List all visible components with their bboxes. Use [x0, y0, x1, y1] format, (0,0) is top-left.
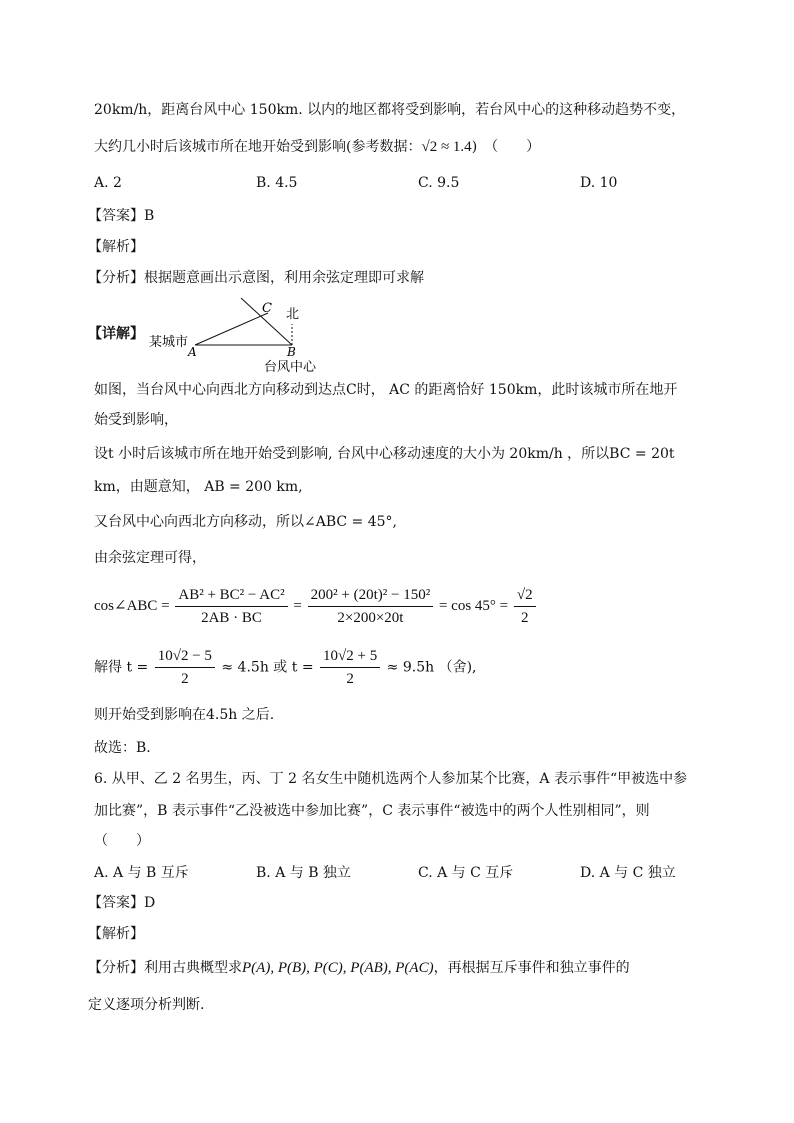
sol-post: ≈ 9.5h （舍),: [386, 659, 477, 676]
q5-reference-data: √2 ≈ 1.4: [421, 139, 472, 155]
q6-analysis-summary: [88, 958, 630, 978]
q5-option-c: C. 9.5: [418, 175, 460, 191]
q6-option-c: C. A 与 C 互斥: [418, 865, 514, 881]
eq-equals-2: = cos 45° =: [438, 597, 509, 614]
sol-mid: ≈ 4.5h 或 t =: [221, 659, 314, 676]
q6-stem-line-1: 6. 从甲、乙 2 名男生，丙、丁 2 名女生中随机选两个人参加某个比赛，A 表示事件“甲被选中参: [94, 771, 688, 787]
label-c: C: [262, 301, 272, 316]
q6-stem-line-2: 加比赛”，B 表示事件“乙没被选中参加比赛”，C 表示事件“被选中的两个人性别相同”，则: [94, 803, 650, 819]
q5-detail-paragraph-4: 由余弦定理可得，: [94, 550, 206, 566]
q5-triangle-figure: [146, 294, 366, 380]
q6-option-b: B. A 与 B 独立: [256, 865, 351, 881]
q5-answer: 【答案】B: [88, 208, 155, 224]
eq-equals-1: =: [293, 597, 302, 614]
q5-stem-text: 大约几小时后该城市所在地开始受到影响(参考数据：: [94, 139, 422, 155]
q6-fenxi-text-post: ，再根据互斥事件和独立事件的: [433, 960, 630, 976]
q5-solution-equation: [94, 647, 476, 688]
sol-fraction-2: $\frac{10√2 + 5}{2}$: [320, 647, 380, 688]
q5-detail-label: 【详解】: [88, 326, 144, 342]
q5-analysis-label: 【解析】: [88, 239, 144, 255]
q5-stem-line-2: [94, 137, 540, 157]
label-typhoon-center: 台风中心: [264, 360, 317, 375]
label-north: 北: [286, 307, 300, 322]
segment-ac: [195, 313, 268, 345]
q6-option-a: A. A 与 B 互斥: [94, 865, 189, 881]
eq-fraction-1: $\frac{\text{AB² + BC² − AC²}}{2AB \cdot BC}$: [175, 586, 287, 627]
eq-fraction-2: $\frac{\text{200² + (20t)² − 150²}}{2\times 200\times 20t}$: [308, 586, 434, 627]
q5-stem-line-1: 20km/h，距离台风中心 150km. 以内的地区都将受到影响，若台风中心的这种移动趋势不变，: [94, 102, 686, 118]
q6-fenxi-text: 【分析】利用古典概型求: [88, 960, 242, 976]
q5-conclusion: 则开始受到影响在4.5h 之后.: [94, 707, 275, 723]
q6-stem-line-3: （ ）: [94, 833, 150, 849]
q5-detail-paragraph-1a: 如图，当台风中心向西北方向移动到达点C时， AC 的距离恰好 150km，此时该城市所在地开: [94, 382, 678, 398]
eq-fraction-3: $\frac{√2}{2}$: [514, 586, 536, 627]
label-a: A: [188, 345, 197, 359]
q6-option-d: D. A 与 C 独立: [580, 865, 676, 881]
eq-lhs: cos∠ABC =: [94, 597, 170, 614]
q5-detail-paragraph-1b: 始受到影响，: [94, 412, 178, 428]
sol-fraction-1: $\frac{10√2 - 5}{2}$: [155, 647, 215, 688]
q5-detail-paragraph-3: 又台风中心向西北方向移动，所以∠ABC = 45°,: [94, 514, 397, 530]
label-city: 某城市: [149, 335, 189, 350]
q5-detail-paragraph-2b: km，由题意知， AB = 200 km,: [94, 479, 303, 495]
q6-analysis-label: 【解析】: [88, 926, 144, 942]
q5-analysis-summary: 【分析】根据题意画出示意图，利用余弦定理即可求解: [88, 270, 424, 286]
label-b: B: [287, 345, 296, 359]
q5-choice: 故选：B.: [94, 740, 151, 756]
q5-stem-bracket: ) （ ）: [471, 139, 541, 155]
q5-option-b: B. 4.5: [256, 175, 298, 191]
q5-cosine-equation: [94, 586, 538, 627]
q6-probability-list: P(A), P(B), P(C), P(AB), P(AC): [242, 960, 434, 976]
q6-analysis-summary-line-2: 定义逐项分析判断.: [88, 997, 205, 1013]
q5-option-d: D. 10: [580, 175, 618, 191]
q5-option-a: A. 2: [94, 175, 122, 191]
q6-answer: 【答案】D: [88, 895, 156, 911]
q5-detail-paragraph-2a: 设t 小时后该城市所在地开始受到影响, 台风中心移动速度的大小为 20km/h ，所以BC = 20t: [94, 446, 675, 462]
sol-pre: 解得 t =: [94, 659, 149, 676]
